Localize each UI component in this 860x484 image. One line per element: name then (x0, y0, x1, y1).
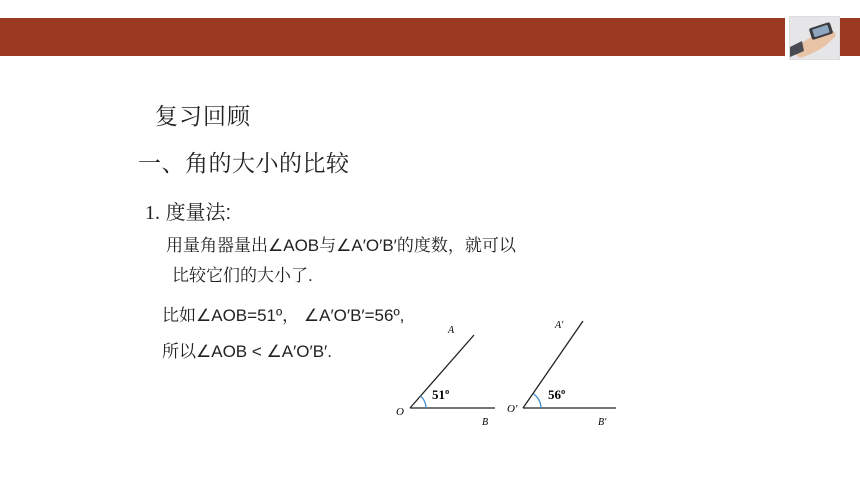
description-line-1: 用量角器量出∠AOB与∠A′O′B′的度数，就可以 (166, 236, 516, 255)
angle-measure-2: 56º (548, 387, 566, 402)
description-line-2: 比较它们的大小了. (172, 266, 313, 285)
conclusion-text: 所以∠AOB < ∠A′O′B′. (162, 342, 332, 361)
example-text: 比如∠AOB=51º， ∠A′O′B′=56º, (162, 306, 405, 325)
angle-diagram (390, 315, 630, 435)
angle-aob (396, 325, 495, 428)
label-b: B (482, 417, 489, 428)
hand-holding-phone-icon (790, 17, 839, 59)
label-a-prime: A′ (555, 320, 564, 331)
angle-measure-1: 51º (432, 387, 450, 402)
label-o-prime: O′ (507, 403, 518, 415)
angle-arc-2 (534, 394, 542, 408)
angle-a-prime-o-prime-b-prime (507, 320, 616, 428)
section-title: 一、角的大小的比较 (138, 150, 350, 176)
header-bar-end (840, 18, 860, 56)
method-number: 1. (145, 202, 160, 224)
header-bar (0, 18, 785, 56)
label-b-prime: B′ (598, 417, 607, 428)
label-o: O (396, 406, 404, 418)
method-heading (145, 196, 231, 225)
header-photo (789, 16, 840, 60)
angle-arc-1 (421, 396, 427, 408)
method-title: 度量法: (165, 202, 232, 224)
review-title: 复习回顾 (155, 103, 251, 129)
label-a: A (448, 325, 455, 336)
